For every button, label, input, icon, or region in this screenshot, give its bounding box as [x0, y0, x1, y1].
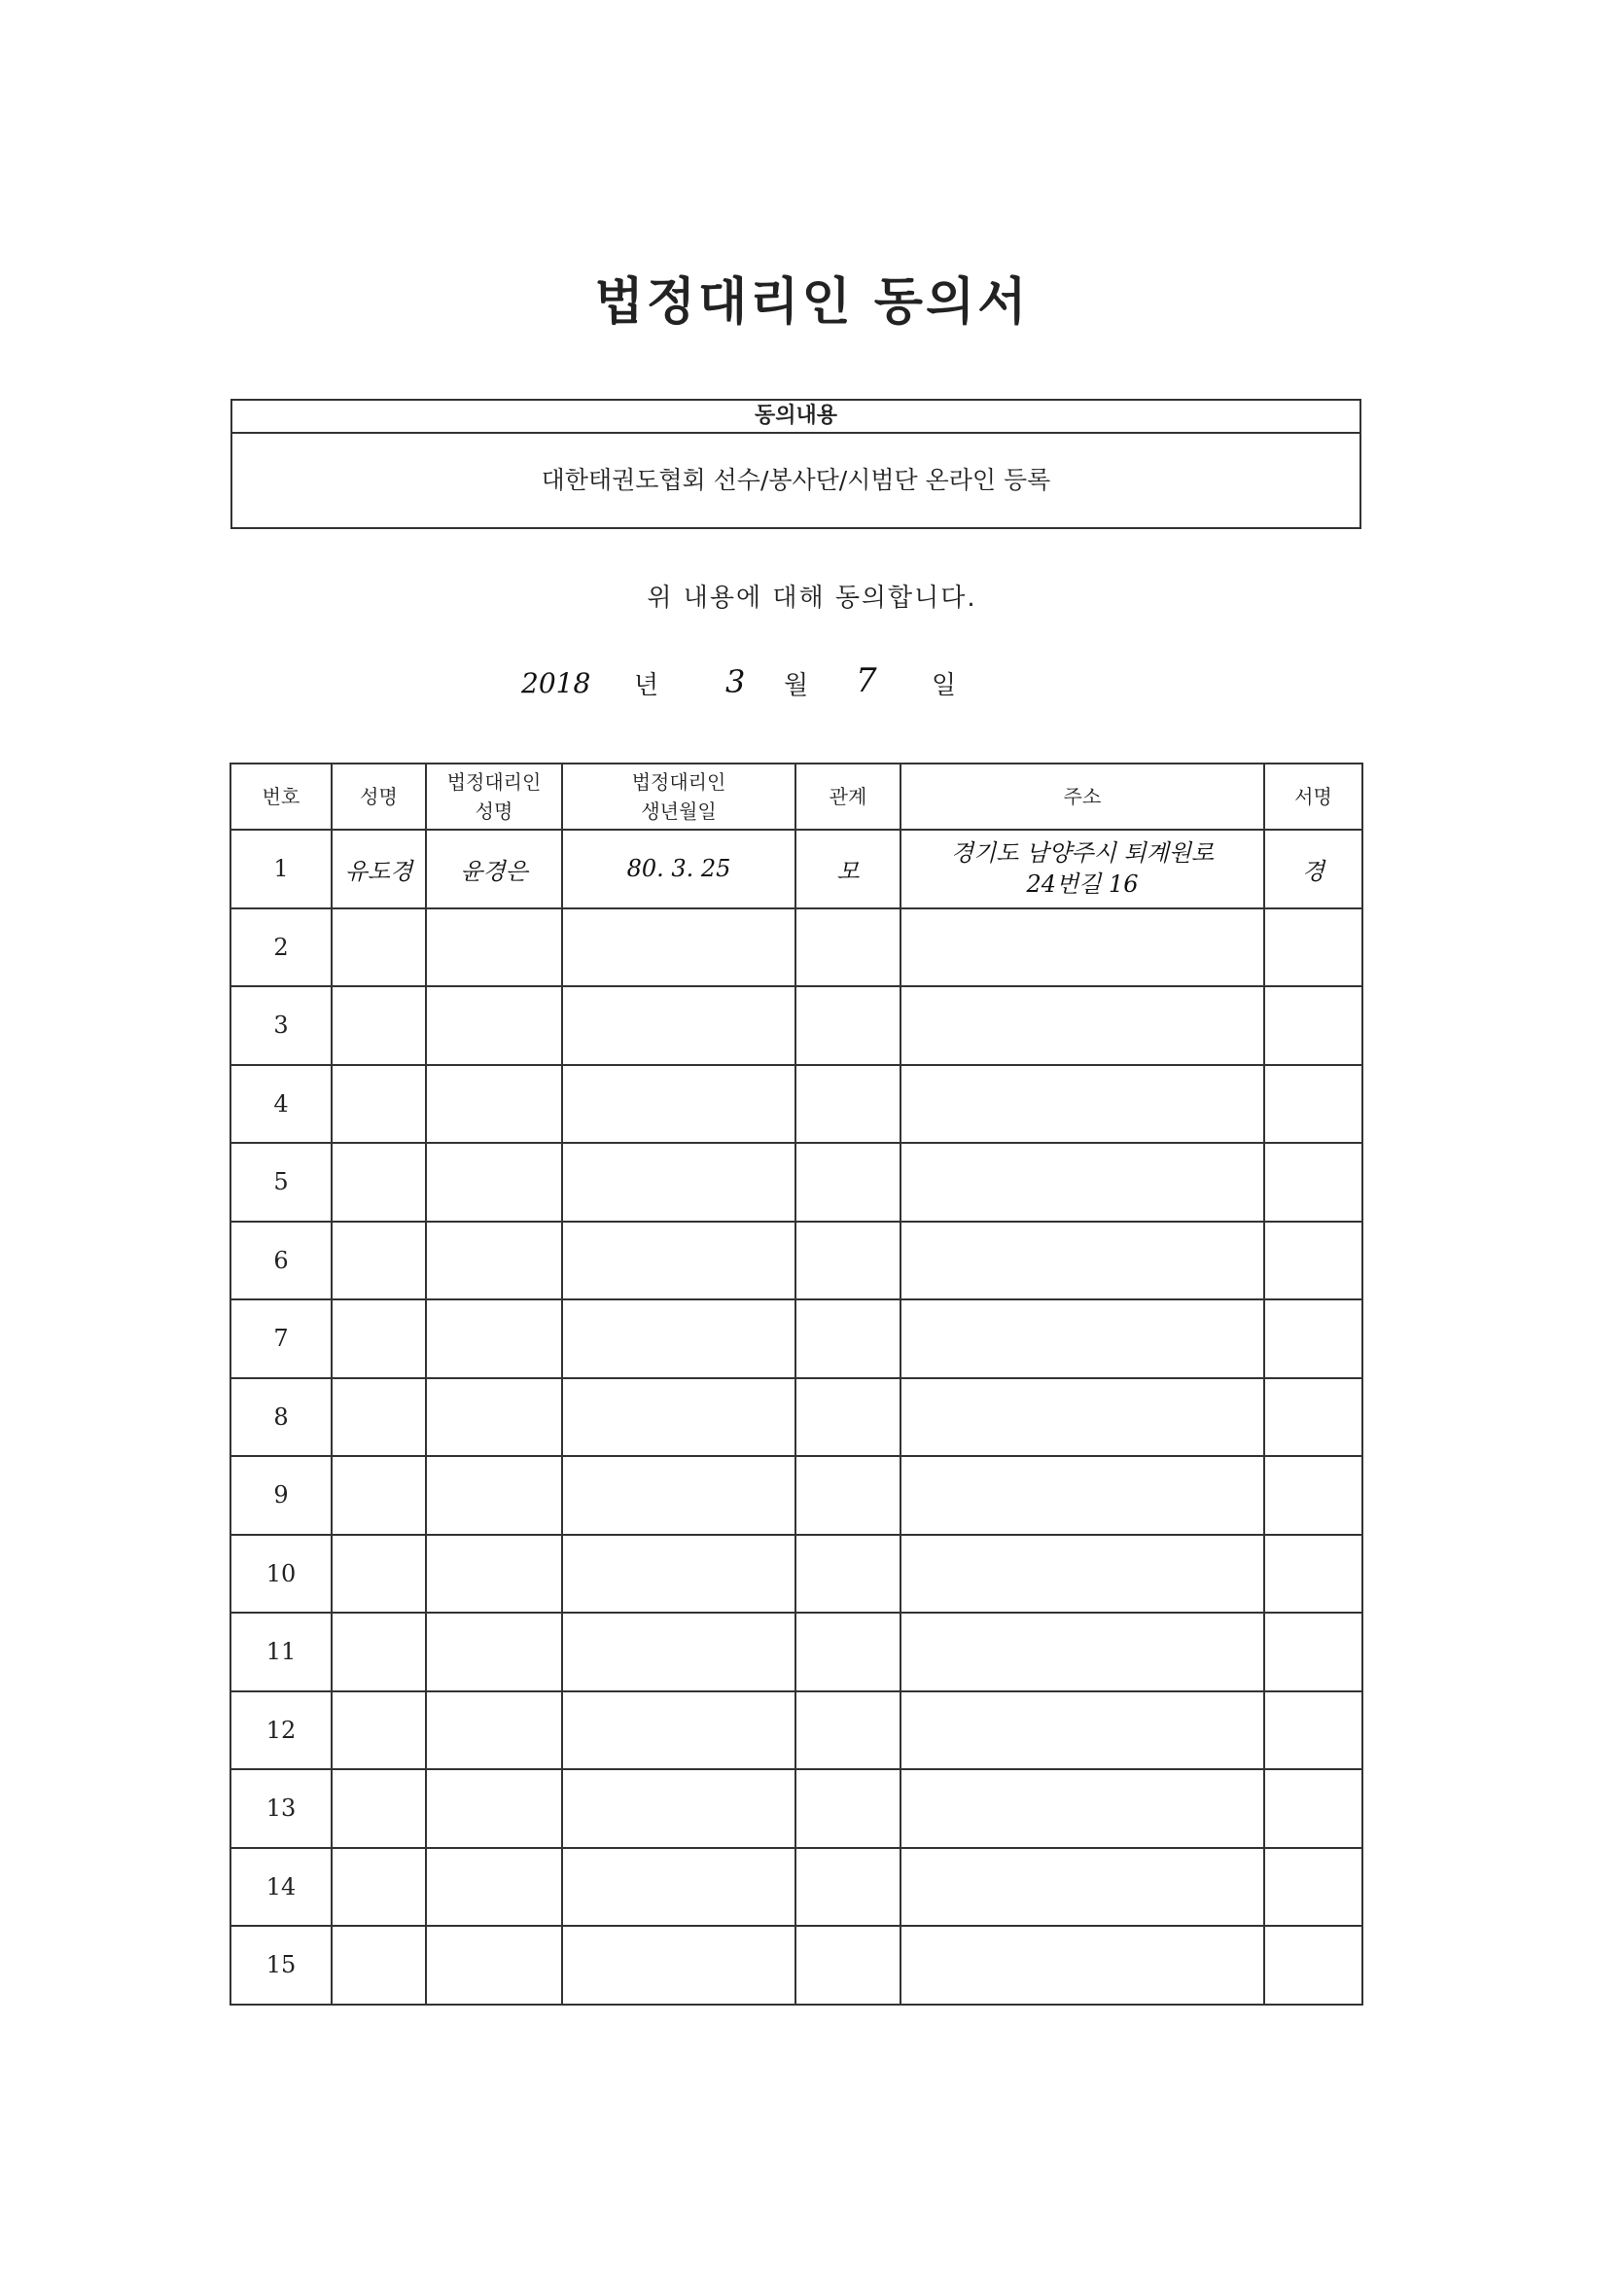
table-row [230, 1378, 1362, 1457]
table-header-row [230, 764, 1362, 830]
date-month: 3 [725, 663, 746, 700]
row-number: 8 [230, 1378, 332, 1457]
agreement-statement: 위 내용에 대해 동의합니다. [647, 584, 977, 613]
header-guardian-name: 법정대리인 성명 [426, 764, 562, 830]
address-line-2: 24번길 16 [1026, 871, 1139, 899]
date-day: 7 [856, 661, 877, 700]
consent-header: 동의내용 [232, 401, 1359, 434]
student-name: 유도경 [332, 830, 426, 908]
row-number: 15 [230, 1926, 332, 2005]
row-number: 11 [230, 1613, 332, 1691]
row-number: 4 [230, 1065, 332, 1144]
consent-box [230, 399, 1361, 529]
row-number: 3 [230, 986, 332, 1065]
row-number: 6 [230, 1222, 332, 1300]
table-row [230, 908, 1362, 987]
address [900, 830, 1264, 908]
header-relation: 관계 [795, 764, 900, 830]
header-guardian-birth: 법정대리인 생년월일 [562, 764, 795, 830]
table-row [230, 986, 1362, 1065]
table-row [230, 1299, 1362, 1378]
header-address: 주소 [900, 764, 1264, 830]
row-number: 14 [230, 1848, 332, 1927]
row-number: 9 [230, 1456, 332, 1535]
guardian-table [229, 763, 1363, 2006]
row-number: 5 [230, 1143, 332, 1222]
table-row [230, 1535, 1362, 1614]
guardian-birthdate: 80. 3. 25 [562, 830, 795, 908]
signature: 경 [1264, 830, 1362, 908]
row-number: 12 [230, 1691, 332, 1770]
table-row [230, 830, 1362, 908]
table-row [230, 1222, 1362, 1300]
table-row [230, 1926, 1362, 2005]
consent-content: 대한태권도협회 선수/봉사단/시범단 온라인 등록 [541, 466, 1051, 494]
guardian-name: 윤경은 [426, 830, 562, 908]
table-row [230, 1143, 1362, 1222]
row-number: 7 [230, 1299, 332, 1378]
date-month-unit: 월 [784, 671, 809, 700]
table-row [230, 1613, 1362, 1691]
table-row [230, 1065, 1362, 1144]
date-line [0, 661, 1624, 710]
header-number: 번호 [230, 764, 332, 830]
row-number: 1 [230, 830, 332, 908]
row-number: 2 [230, 908, 332, 987]
table-row [230, 1456, 1362, 1535]
date-year: 2018 [521, 667, 591, 699]
row-number: 10 [230, 1535, 332, 1614]
table-row [230, 1769, 1362, 1848]
header-name: 성명 [332, 764, 426, 830]
header-signature: 서명 [1264, 764, 1362, 830]
relation: 모 [795, 830, 900, 908]
date-year-unit: 년 [634, 671, 659, 700]
page-title: 법정대리인 동의서 [594, 273, 1030, 332]
date-day-unit: 일 [932, 671, 957, 700]
row-number: 13 [230, 1769, 332, 1848]
table-row [230, 1691, 1362, 1770]
table-row [230, 1848, 1362, 1927]
address-line-1: 경기도 남양주시 퇴계원로 [950, 839, 1215, 868]
